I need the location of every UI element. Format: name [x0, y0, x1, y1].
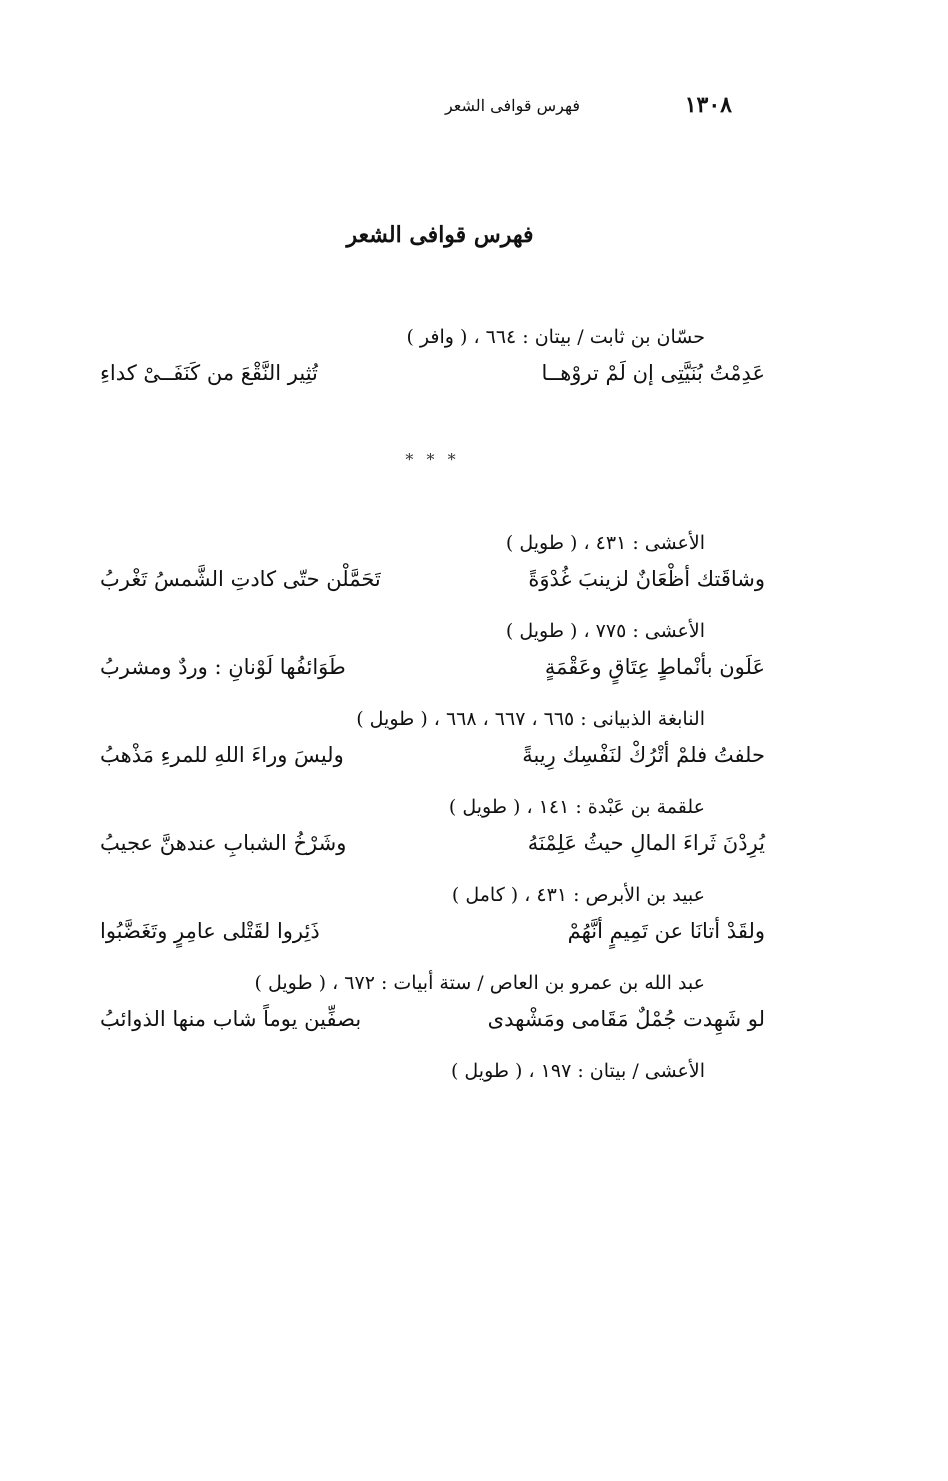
- index-entry: [100, 526, 765, 598]
- section-title: فهرس قوافى الشعر: [346, 222, 534, 248]
- entry-attribution: عبد الله بن عمرو بن العاص / ستة أبيات : ٦٧٢ ، ( طويل ): [254, 972, 705, 994]
- index-entry: [100, 320, 765, 392]
- index-entry: [100, 614, 765, 686]
- verse-line: [100, 648, 765, 686]
- verse-line: [100, 912, 765, 950]
- verse-first-hemistich: عَدِمْتُ بُنَيَّتِى إن لَمْ تروْهــا: [541, 361, 765, 385]
- verse-second-hemistich: وشَرْخُ الشبابِ عندهنَّ عجيبُ: [100, 831, 347, 855]
- verse-line: [100, 560, 765, 598]
- entry-attribution: علقمة بن عَبْدة : ١٤١ ، ( طويل ): [448, 796, 705, 818]
- index-entry: [100, 790, 765, 862]
- verse-first-hemistich: وشاقَتك أظْعَانٌ لزينبَ غُدْوَةً: [528, 567, 765, 591]
- verse-second-hemistich: وليسَ وراءَ اللهِ للمرءِ مَذْهبُ: [100, 743, 344, 767]
- verse-line: [100, 824, 765, 862]
- verse-second-hemistich: ذَئِروا لقَتْلى عامِرٍ وتَغَضَّبُوا: [100, 919, 320, 943]
- poetry-index: [100, 320, 765, 1088]
- verse-second-hemistich: بصفِّين يوماً شاب منها الذوائبُ: [100, 1007, 362, 1031]
- entry-attribution: عبيد بن الأبرص : ٤٣١ ، ( كامل ): [451, 884, 705, 906]
- running-head: [400, 92, 740, 122]
- verse-line: [100, 736, 765, 774]
- verse-second-hemistich: تُثِير النَّقْعَ من كَنَفَــىْ كداءِ: [100, 361, 318, 385]
- index-entry: [100, 1054, 765, 1088]
- entry-attribution: الأعشى / بيتان : ١٩٧ ، ( طويل ): [450, 1060, 705, 1082]
- index-entry: [100, 966, 765, 1038]
- index-entry: [100, 702, 765, 774]
- verse-second-hemistich: تَحَمَّلْن حتّى كادتِ الشَّمسُ تَغْربُ: [100, 567, 381, 591]
- entry-attribution: النابغة الذبيانى : ٦٦٥ ، ٦٦٧ ، ٦٦٨ ، ( طويل ): [356, 708, 705, 730]
- running-title: فهرس قوافى الشعر: [444, 96, 580, 115]
- page-number: ١٣٠٨: [684, 92, 732, 118]
- entry-attribution: الأعشى : ٧٧٥ ، ( طويل ): [505, 620, 705, 642]
- verse-line: [100, 354, 765, 392]
- verse-first-hemistich: لو شَهِدت جُمْلٌ مَقَامى ومَشْهدى: [487, 1007, 765, 1031]
- verse-first-hemistich: عَلَون بأنْماطٍ عِتَاقٍ وعَقْمَةٍ: [544, 655, 765, 679]
- index-entry: [100, 878, 765, 950]
- verse-second-hemistich: طَوَائفُها لَوْنانِ : وردٌ ومشربُ: [100, 655, 346, 679]
- verse-line: [100, 1000, 765, 1038]
- entry-attribution: الأعشى : ٤٣١ ، ( طويل ): [505, 532, 705, 554]
- verse-first-hemistich: ولقَدْ أتانَا عن تَمِيمٍ أنَّهُمْ: [567, 919, 765, 943]
- verse-first-hemistich: حلفتُ فلمْ أتْرُكْ لنَفْسِك رِيبةً: [522, 743, 765, 767]
- section-separator: * * *: [405, 450, 460, 469]
- verse-first-hemistich: يُرِدْنَ ثَراءَ المالِ حيثُ عَلِمْنَهُ: [527, 831, 765, 855]
- entry-attribution: حسّان بن ثابت / بيتان : ٦٦٤ ، ( وافر ): [406, 326, 705, 348]
